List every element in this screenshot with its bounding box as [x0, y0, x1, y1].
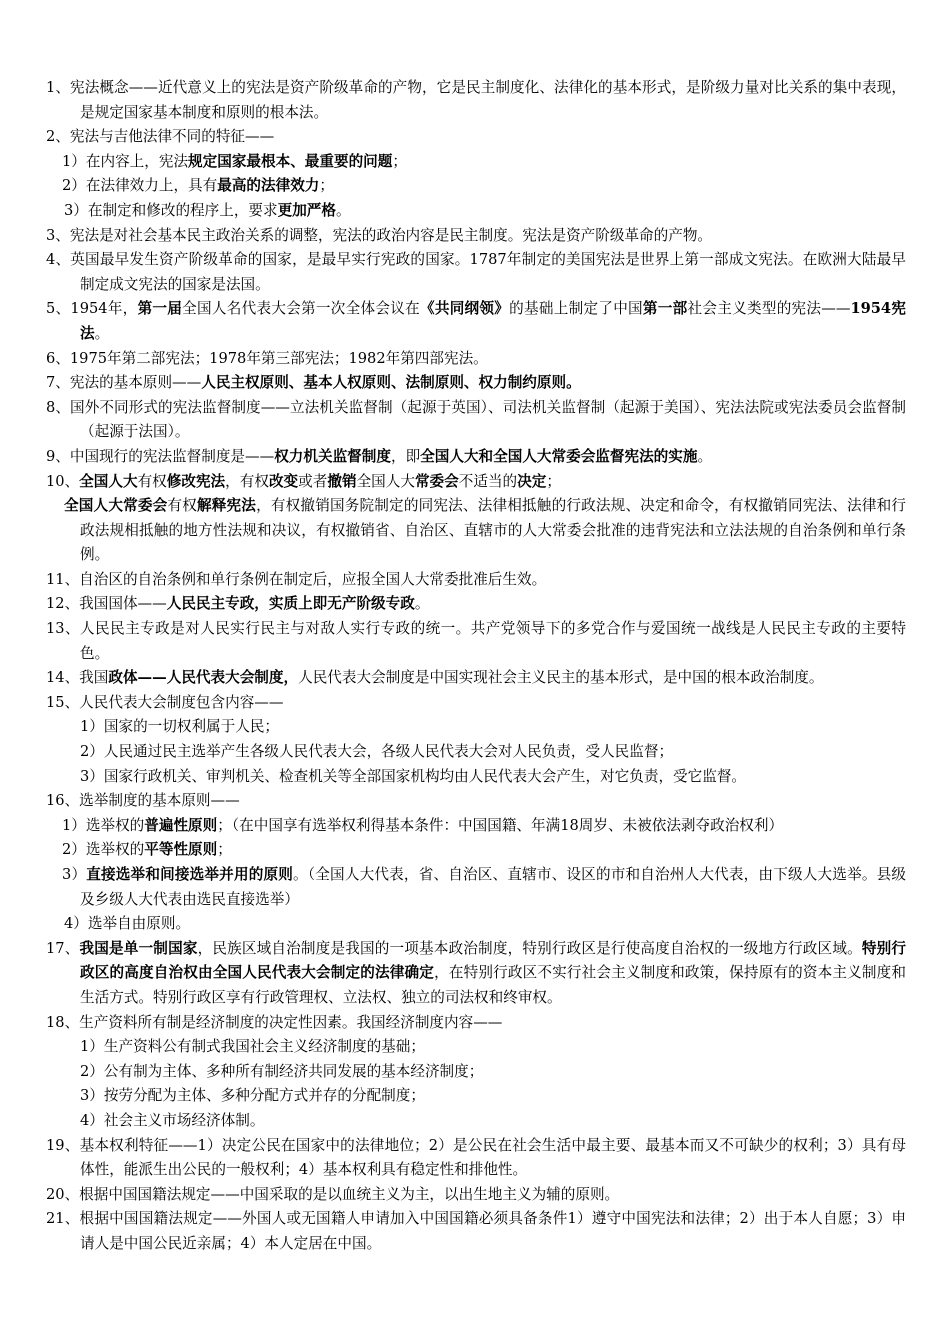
text-run: 2、宪法与吉他法律不同的特征——: [46, 128, 275, 146]
sub-item-2-3: [46, 199, 906, 224]
bold-text: 普遍性原则: [144, 816, 218, 834]
text-run: 14、我国: [46, 669, 109, 687]
bold-text: 解释宪法: [196, 497, 257, 515]
paragraph-12: [46, 592, 906, 617]
sub-item-16-3: [46, 863, 906, 912]
text-run: 3）按劳分配为主体、多种分配方式并存的分配制度；: [80, 1087, 425, 1105]
bold-text: 第一届: [137, 300, 183, 318]
text-run: 8、国外不同形式的宪法监督制度——立法机关监督制（起源于英国）、司法机关监督制（起源于美国）、宪法法院或宪法委员会监督制（起源于法国）。: [46, 398, 906, 441]
paragraph-6: [46, 347, 906, 372]
paragraph-10-cont: [46, 494, 906, 568]
paragraph-2: [46, 125, 906, 150]
text-run: 3、宪法是对社会基本民主政治关系的调整，宪法的政治内容是民主制度。宪法是资产阶级革命的产物。: [46, 226, 713, 244]
paragraph-16: [46, 789, 906, 814]
text-run: ；: [217, 841, 232, 859]
text-run: 不适当的: [458, 472, 518, 490]
text-run: ，民族区域自治制度是我国的一项基本政治制度，特别行政区是行使高度自治权的一级地方行政区域。: [197, 939, 862, 957]
text-run: 的基础上制定了中国: [509, 300, 643, 318]
bold-text: 修改宪法: [166, 472, 226, 490]
text-run: ；: [319, 177, 335, 195]
paragraph-15: [46, 691, 906, 716]
paragraph-21: [46, 1207, 906, 1256]
sub-item-15-3: [46, 765, 906, 790]
bold-text: 全国人大和全国人大常委会监督宪法的实施: [420, 447, 698, 465]
bold-text: 《共同纲领》: [419, 300, 510, 318]
sub-item-15-2: [46, 740, 906, 765]
sub-item-15-1: [46, 715, 906, 740]
text-run: ；: [546, 472, 561, 490]
text-run: 1、宪法概念——近代意义上的宪法是资产阶级革命的产物，它是民主制度化、法律化的基本形式，是阶级力量对比关系的集中表现，是规定国家基本制度和原则的根本法。: [46, 79, 906, 121]
text-run: 1）生产资料公有制式我国社会主义经济制度的基础；: [80, 1038, 425, 1056]
text-run: 10、: [46, 472, 80, 490]
text-run: 1）选举权的: [62, 816, 145, 834]
text-run: 17、: [46, 939, 80, 957]
text-run: 或者: [298, 472, 328, 490]
sub-item-2-2: [46, 174, 906, 199]
text-run: 。: [697, 447, 713, 465]
text-run: ，有权: [225, 472, 269, 490]
paragraph-5: [46, 297, 906, 346]
text-run: 。: [336, 201, 351, 219]
text-run: 9、中国现行的宪法监督制度是——: [46, 447, 275, 465]
paragraph-20: [46, 1183, 906, 1208]
text-run: 。（全国人大代表，省、自治区、直辖市、设区的市和自治州人大代表，由下级人大选举。县级及乡级人大代表由选民直接选举）: [80, 866, 906, 908]
paragraph-3: [46, 224, 906, 249]
text-run: 3）: [62, 866, 87, 883]
bold-text: 全国人大: [79, 472, 138, 490]
bold-text: 更加严格: [277, 201, 336, 219]
text-run: 1）国家的一切权利属于人民；: [80, 718, 280, 736]
text-run: 2）人民通过民主选举产生各级人民代表大会，各级人民代表大会对人民负责，受人民监督；: [80, 743, 674, 761]
bold-text: 人民民主专政，实质上即无产阶级专政: [166, 595, 415, 613]
paragraph-14: [46, 666, 906, 691]
paragraph-17: [46, 937, 906, 1011]
text-run: 2）公有制为主体、多种所有制经济共同发展的基本经济制度；: [80, 1062, 484, 1080]
sub-item-16-2: [46, 838, 906, 863]
text-run: 。: [94, 324, 110, 342]
text-run: ，即: [390, 447, 421, 465]
bold-text: 1954宪法: [80, 300, 906, 342]
text-run: 4）选举自由原则。: [64, 915, 191, 933]
bold-text: 常委会: [414, 472, 459, 490]
text-run: 。: [414, 595, 430, 613]
paragraph-19: [46, 1134, 906, 1183]
text-run: 4、英国最早发生资产阶级革命的国家，是最早实行宪政的国家。1787年制定的美国宪法是世界上第一部成文宪法。在欧洲大陆最早制定成文宪法的国家是法国。: [46, 251, 906, 293]
text-run: ；: [392, 152, 407, 170]
text-run: 5、1954年，: [46, 300, 138, 318]
paragraph-10: [46, 470, 906, 495]
text-run: ，有权撤销国务院制定的同宪法、法律相抵触的行政法规、决定和命令，有权撤销同宪法、法律和行政法规相抵触的地方性法规和决议，有权撤销省、自治区、直辖市的人大常委会批准的违背宪法和立法法规的自治条例和单行条例。: [80, 497, 906, 564]
sub-item-18-4: [46, 1109, 906, 1134]
bold-text: 权力机关监督制度: [274, 447, 391, 465]
text-run: 12、我国国体——: [46, 595, 167, 613]
bold-text: 特别行政区的高度自治权由全国人民代表大会制定的法律确定: [80, 939, 906, 982]
sub-item-16-4: [46, 912, 906, 937]
text-run: 3）国家行政机关、审判机关、检查机关等全部国家机构均由人民代表大会产生，对它负责，受它监督。: [80, 767, 747, 785]
sub-item-16-1: [46, 814, 906, 839]
paragraph-9: [46, 445, 906, 470]
bold-text: 我国是单一制国家: [79, 939, 198, 957]
text-run: 15、人民代表大会制度包含内容——: [46, 693, 284, 711]
text-run: 人民代表大会制度是中国实现社会主义民主的基本形式，是中国的根本政治制度。: [298, 669, 824, 687]
text-run: 16、选举制度的基本原则——: [46, 792, 240, 810]
text-run: 13、人民民主专政是对人民实行民主与对敌人实行专政的统一。共产党领导下的多党合作与爱国统一战线是人民民主专政的主要特色。: [46, 620, 906, 662]
bold-text: 撤销: [327, 472, 357, 490]
text-run: 6、1975年第二部宪法；1978年第三部宪法；1982年第四部宪法。: [46, 349, 488, 367]
text-run: 21、根据中国国籍法规定——外国人或无国籍人申请加入中国国籍必须具备条件1）遵守中国宪法和法律；2）出于本人自愿；3）申请人是中国公民近亲属；4）本人定居在中国。: [46, 1210, 906, 1252]
text-run: 有权: [167, 497, 197, 515]
bold-text: 全国人大常委会: [64, 497, 168, 515]
paragraph-7: [46, 371, 906, 396]
text-run: 全国人名代表大会第一次全体会议在: [182, 300, 420, 318]
text-run: 4）社会主义市场经济体制。: [80, 1111, 265, 1129]
sub-item-2-1: [46, 150, 906, 175]
text-run: 18、生产资料所有制是经济制度的决定性因素。我国经济制度内容——: [46, 1013, 503, 1031]
text-run: 1）在内容上，宪法: [62, 152, 189, 170]
text-run: 11、自治区的自治条例和单行条例在制定后，应报全国人大常委批准后生效。: [46, 570, 547, 588]
text-run: 社会主义类型的宪法——: [687, 300, 851, 318]
text-run: 有权: [137, 472, 167, 490]
text-run: ；（在中国享有选举权利得基本条件：中国国籍、年满18周岁、未被依法剥夺政治权利）: [217, 816, 784, 834]
bold-text: 平等性原则: [144, 841, 218, 859]
bold-text: 第一部: [642, 300, 688, 318]
bold-text: 政体——人民代表大会制度，: [108, 669, 299, 687]
text-run: 2）选举权的: [62, 841, 145, 859]
text-run: 3）在制定和修改的程序上，要求: [64, 201, 278, 219]
paragraph-8: [46, 396, 906, 445]
bold-text: 规定国家最根本、最重要的问题: [188, 152, 393, 170]
paragraph-4: [46, 248, 906, 297]
paragraph-1: [46, 76, 906, 125]
paragraph-13: [46, 617, 906, 666]
bold-text: 人民主权原则、基本人权原则、法制原则、权力制约原则。: [201, 374, 581, 392]
text-run: 2）在法律效力上，具有: [62, 177, 218, 195]
paragraph-11: [46, 568, 906, 593]
text-run: ，在特别行政区不实行社会主义制度和政策，保持原有的资本主义制度和生活方式。特别行政区享有行政管理权、立法权、独立的司法权和终审权。: [80, 964, 906, 1006]
bold-text: 决定: [517, 472, 547, 490]
paragraph-18: [46, 1011, 906, 1036]
text-run: 20、根据中国国籍法规定——中国采取的是以血统主义为主，以出生地主义为辅的原则。: [46, 1185, 620, 1203]
bold-text: 最高的法律效力: [217, 177, 320, 195]
text-run: 全国人大: [356, 472, 415, 490]
sub-item-18-3: [46, 1084, 906, 1109]
sub-item-18-1: [46, 1035, 906, 1060]
bold-text: 直接选举和间接选举并用的原则: [86, 866, 294, 883]
sub-item-18-2: [46, 1060, 906, 1085]
bold-text: 改变: [268, 472, 299, 490]
text-run: 7、宪法的基本原则——: [46, 374, 202, 392]
text-run: 19、基本权利特征——1）决定公民在国家中的法律地位；2）是公民在社会生活中最主要、最基本而又不可缺少的权利；3）具有母体性，能派生出公民的一般权利；4）基本权利具有稳定性和排他性。: [46, 1136, 906, 1179]
